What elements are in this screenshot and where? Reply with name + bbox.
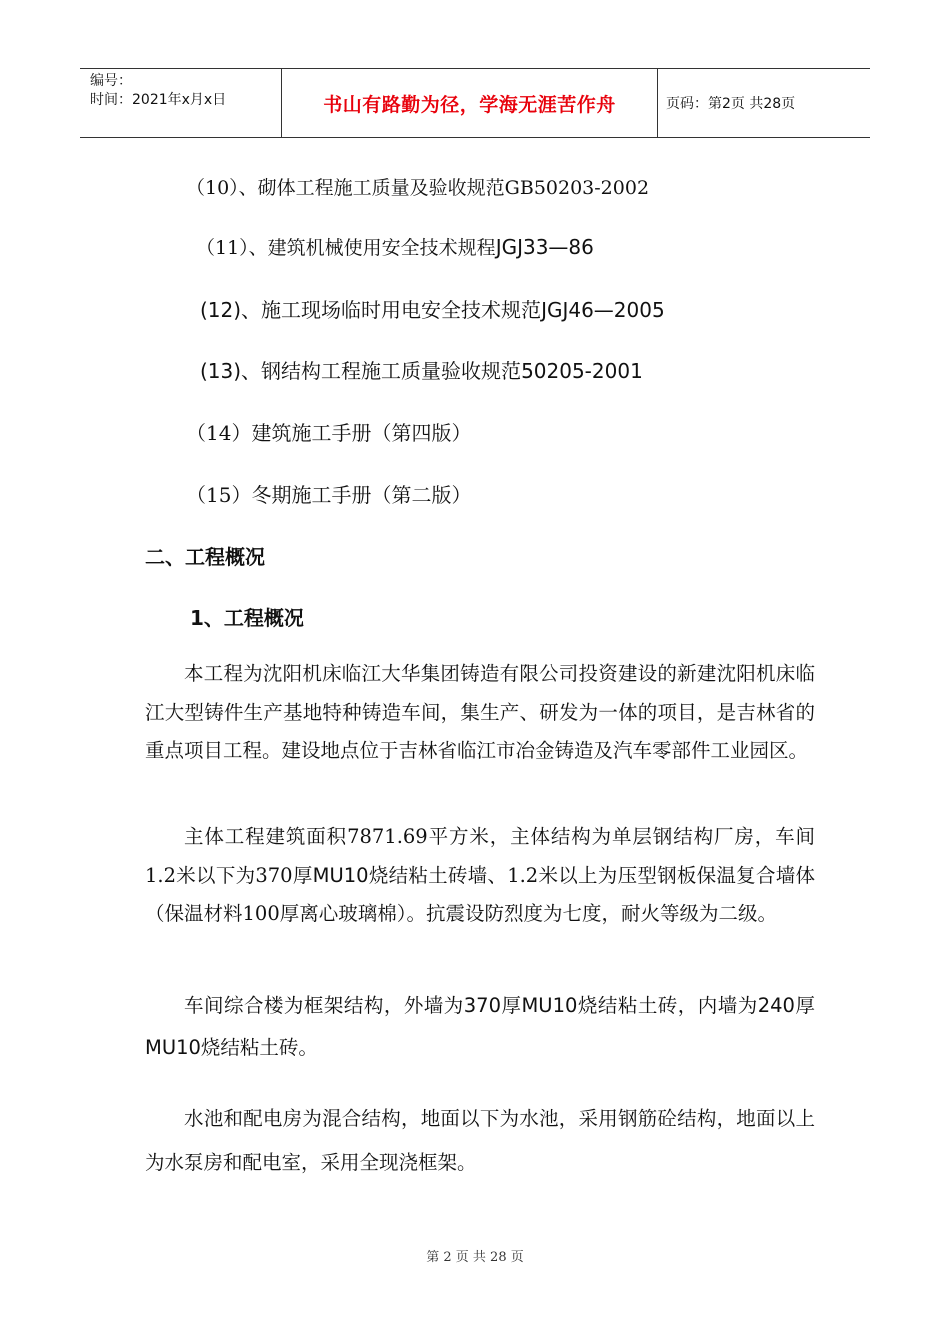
page-footer: 第 2 页 共 28 页 [426,1250,524,1265]
text-run: 厚 [501,994,522,1017]
text-run: 烧结粘土砖，内墙为 [577,994,758,1017]
reference-text: (13)、钢结构工程施工质量验收规范 [200,359,522,383]
reference-text: （11）、建筑机械使用安全技术规程 [196,237,496,259]
paragraph-text [145,985,815,1069]
text-run: MU10 [312,863,369,887]
text-run: 烧结粘土砖。 [200,1036,318,1059]
text-run: 370 [463,994,501,1017]
paragraph-office [145,985,815,1069]
paragraph-overview [145,655,815,771]
text-run: MU10 [145,1036,201,1059]
section-subtitle: 1、工程概况 [190,606,304,630]
reference-item: （15）冬期施工手册（第二版） [186,483,472,507]
paragraph-structure [145,818,815,934]
text-run: 厚 [794,994,815,1017]
reference-item [200,355,643,384]
paragraph-text: 本工程为沈阳机床临江大华集团铸造有限公司投资建设的新建沈阳机床临江大型铸件生产基地特种铸造车间，集生产、研发为一体的项目，是吉林省的重点项目工程。建设地点位于吉林省临江市冶金铸造及汽车零部件工业园区。 [145,662,815,762]
text-run: 240 [757,994,795,1017]
document-number: 编号： [90,73,132,89]
paragraph-text [145,818,815,934]
reference-text: (12)、施工现场临时用电安全技术规范 [200,298,542,322]
paragraph-text: 水池和配电房为混合结构，地面以下为水池，采用钢筋砼结构，地面以上为水泵房和配电室，采用全现浇框架。 [145,1107,815,1174]
reference-item [196,233,594,260]
text-run: 车间综合楼为框架结构，外墙为 [184,994,464,1017]
reference-code: JGJ33—86 [495,235,594,259]
document-date: 时间：2021年x月x日 [90,92,227,108]
header-page-info: 页码：第2页 共28页 [666,96,796,112]
text-run: 主体工程建筑面积7871.69平方米，主体结构为单层钢结构厂房，车间1.2米以下为370厚 [145,825,815,887]
reference-item [200,294,665,323]
text-run: 烧结粘土砖墙、1.2米以上为压型钢板保温复合墙体（保温材料100厚离心玻璃棉）。抗震设防烈度为七度，耐火等级为二级。 [145,863,815,925]
reference-item: （14）建筑施工手册（第四版） [186,421,472,445]
header-meta [80,69,282,137]
section-title: 二、工程概况 [145,545,265,569]
reference-item: （10）、砌体工程施工质量及验收规范GB50203-2002 [186,177,650,199]
reference-code: 50205-2001 [521,359,643,383]
page-header [80,68,870,138]
reference-code: JGJ46—2005 [541,298,665,322]
paragraph-pool [145,1097,815,1185]
header-motto: 书山有路勤为径，学海无涯苦作舟 [282,69,658,137]
text-run: MU10 [521,994,578,1017]
